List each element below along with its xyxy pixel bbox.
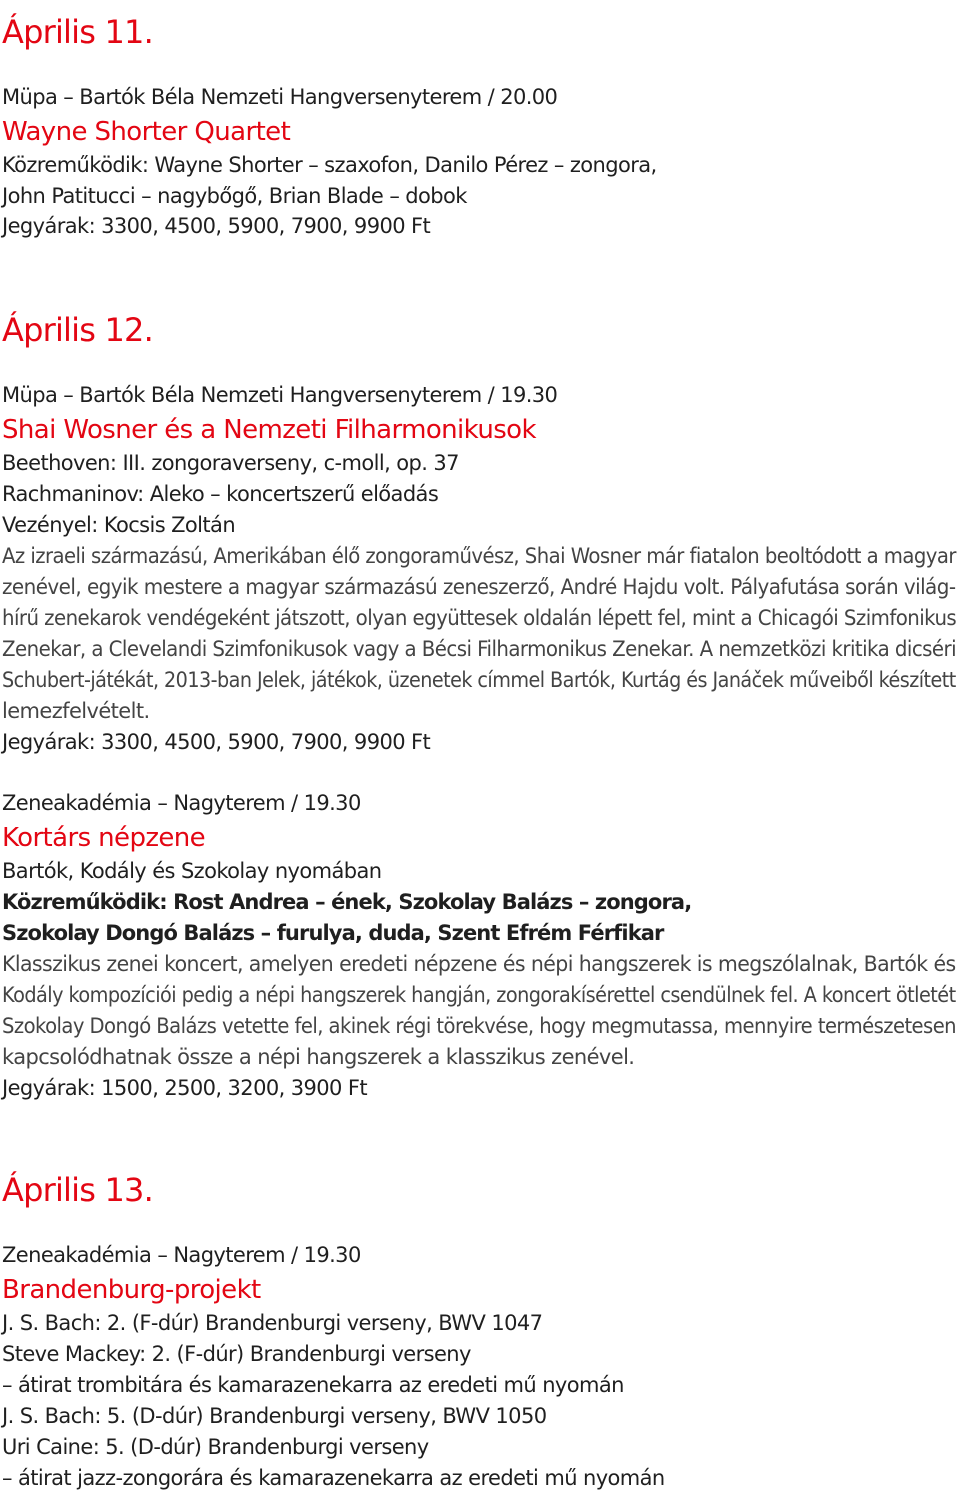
event-title: Brandenburg-projekt	[2, 1275, 261, 1305]
event-description-line: Szokolay Dongó Balázs vetette fel, akinek régi törekvése, hogy megmutassa, mennyire természetesen	[2, 1014, 957, 1038]
event-venue: Zeneakadémia – Nagyterem / 19.30	[2, 1243, 361, 1267]
event-description-line: zenével, egyik mestere a magyar származású zeneszerző, André Hajdu volt. Pályafutása során világ-	[2, 575, 956, 599]
event-description-line: Zenekar, a Clevelandi Szimfonikusok vagy a Bécsi Filharmonikus Zenekar. A nemzetközi kritika dicséri	[2, 637, 957, 661]
event-performers: John Patitucci – nagybőgő, Brian Blade – dobok	[2, 184, 467, 208]
event-prices: Jegyárak: 1500, 2500, 3200, 3900 Ft	[2, 1076, 367, 1100]
date-heading: Április 13.	[2, 1171, 153, 1209]
event-program: Beethoven: III. zongoraverseny, c-moll, op. 37	[2, 451, 459, 475]
event-performers: Szokolay Dongó Balázs – furulya, duda, Szent Efrém Férfikar	[2, 921, 664, 945]
event-subtitle: Bartók, Kodály és Szokolay nyomában	[2, 859, 382, 883]
event-description-line: Kodály kompozíciói pedig a népi hangszerek hangján, zongorakísérettel csendülnek fel. A koncert ötletét	[2, 983, 956, 1007]
event-description-line: Klasszikus zenei koncert, amelyen eredeti népzene és népi hangszerek is megszólalnak, Bartók és	[2, 952, 956, 976]
event-program: Uri Caine: 5. (D-dúr) Brandenburgi verseny	[2, 1435, 429, 1459]
event-description-line: lemezfelvételt.	[2, 699, 150, 723]
event-program: – átirat trombitára és kamarazenekarra az eredeti mű nyomán	[2, 1373, 624, 1397]
event-prices: Jegyárak: 3300, 4500, 5900, 7900, 9900 Ft	[2, 730, 431, 754]
event-title: Kortárs népzene	[2, 823, 206, 853]
event-program: J. S. Bach: 2. (F-dúr) Brandenburgi verseny, BWV 1047	[2, 1311, 543, 1335]
event-venue: Müpa – Bartók Béla Nemzeti Hangversenyterem / 19.30	[2, 383, 558, 407]
event-program: – átirat jazz-zongorára és kamarazenekarra az eredeti mű nyomán	[2, 1466, 665, 1490]
date-heading: Április 11.	[2, 13, 153, 51]
event-description-line: Az izraeli származású, Amerikában élő zongoraművész, Shai Wosner már fiatalon beoltódott a magyar	[2, 544, 956, 568]
date-heading: Április 12.	[2, 311, 153, 349]
event-description-line: kapcsolódhatnak össze a népi hangszerek a klasszikus zenével.	[2, 1045, 635, 1069]
event-program: Rachmaninov: Aleko – koncertszerű előadás	[2, 482, 439, 506]
event-conductor: Vezényel: Kocsis Zoltán	[2, 513, 236, 537]
event-program: Steve Mackey: 2. (F-dúr) Brandenburgi verseny	[2, 1342, 471, 1366]
event-venue: Zeneakadémia – Nagyterem / 19.30	[2, 791, 361, 815]
event-venue: Müpa – Bartók Béla Nemzeti Hangversenyterem / 20.00	[2, 85, 558, 109]
event-performers: Közreműködik: Rost Andrea – ének, Szokolay Balázs – zongora,	[2, 890, 692, 914]
event-title: Wayne Shorter Quartet	[2, 117, 291, 147]
event-description-line: Schubert-játékát, 2013-ban Jelek, játékok, üzenetek címmel Bartók, Kurtág és Janáček műveiből készített	[2, 668, 956, 692]
event-title: Shai Wosner és a Nemzeti Filharmonikusok	[2, 415, 536, 445]
event-description-line: hírű zenekarok vendégeként játszott, olyan együttesek oldalán lépett fel, mint a Chicagói Szimfonikus	[2, 606, 957, 630]
event-prices: Jegyárak: 3300, 4500, 5900, 7900, 9900 Ft	[2, 214, 431, 238]
event-program: J. S. Bach: 5. (D-dúr) Brandenburgi verseny, BWV 1050	[2, 1404, 547, 1428]
event-performers: Közreműködik: Wayne Shorter – szaxofon, Danilo Pérez – zongora,	[2, 153, 657, 177]
